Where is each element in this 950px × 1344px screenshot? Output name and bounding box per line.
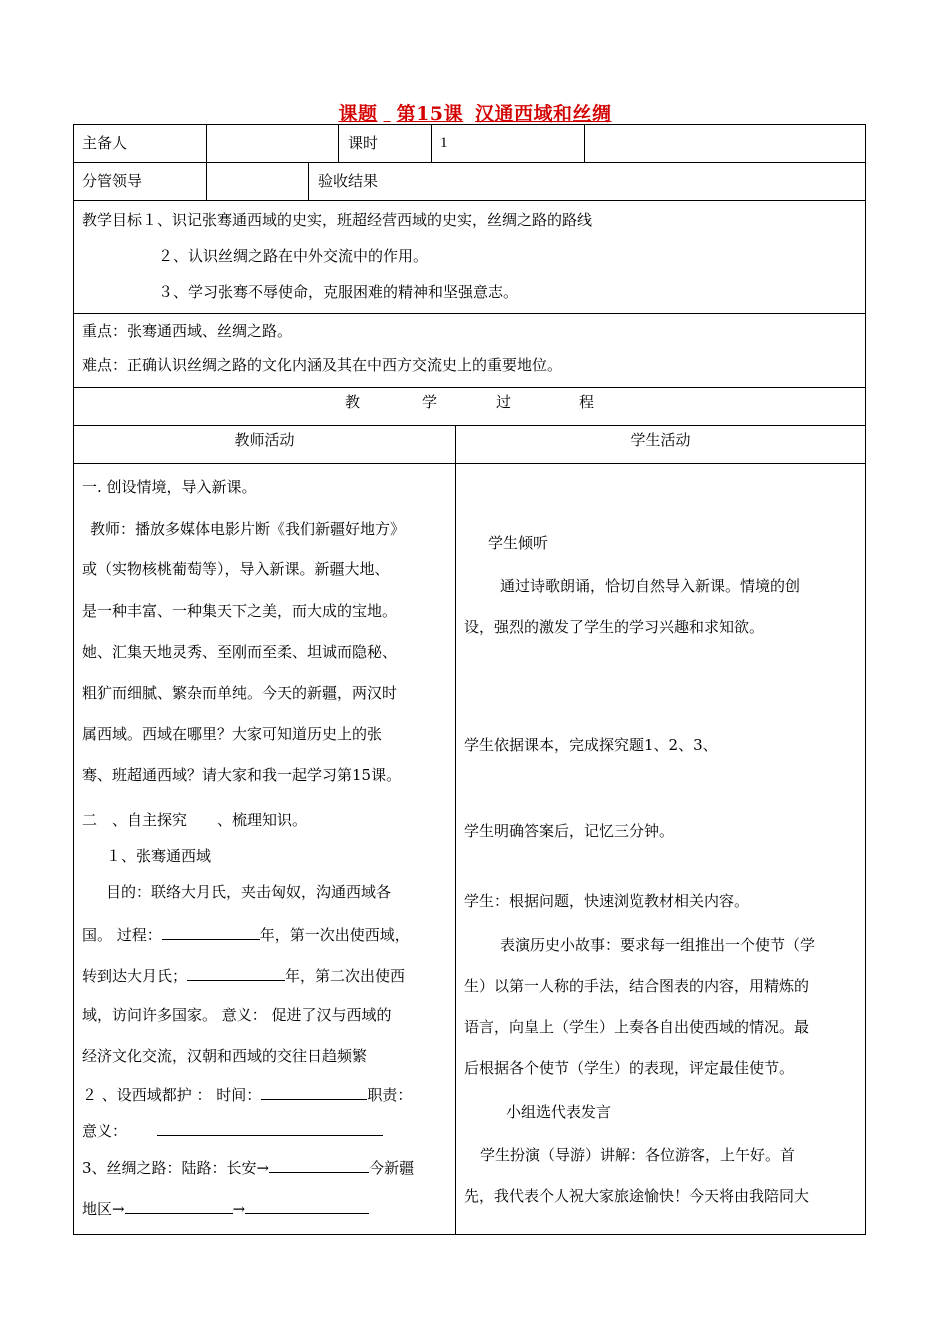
text-fragment: 年，第二次出使西 — [285, 967, 406, 985]
teacher-line — [82, 1156, 414, 1178]
student-line: 小组选代表发言 — [506, 1103, 612, 1121]
student-line: 通过诗歌朗诵，恰切自然导入新课。情境的创 — [500, 577, 801, 595]
key-point: 重点：张骞通西域、丝绸之路。 — [82, 322, 293, 340]
col-divider — [206, 125, 207, 162]
teacher-line — [82, 1083, 412, 1105]
student-line: 学生：根据问题，快速浏览教材相关内容。 — [464, 892, 750, 910]
period-value: 1 — [440, 135, 448, 151]
title-lesson: 第15课 — [396, 103, 464, 125]
student-line: 后根据各个使节（学生）的表现，评定最佳使节。 — [464, 1059, 795, 1077]
process-char: 过 — [496, 393, 512, 411]
fill-blank[interactable] — [261, 1083, 367, 1100]
col-divider — [308, 162, 309, 200]
student-line: 学生明确答案后，记忆三分钟。 — [464, 822, 675, 840]
student-line: 学生扮演（导游）讲解：各位游客，上午好。首 — [480, 1146, 796, 1164]
row-divider — [74, 387, 865, 388]
teacher-line: 目的：联络大月氏，夹击匈奴，沟通西域各 — [106, 883, 392, 901]
page-title — [0, 99, 950, 126]
teacher-line: 二 、自主探究 、梳理知识。 — [82, 811, 308, 829]
teacher-line: 属西域。西域在哪里？大家可知道历史上的张 — [82, 725, 383, 743]
process-heading — [74, 392, 865, 412]
teacher-line: 教师：播放多媒体电影片断《我们新疆好地方》 — [90, 520, 406, 538]
teacher-line — [82, 1119, 383, 1141]
teacher-line: 粗犷而细腻、繁杂而单纯。今天的新疆，两汉时 — [82, 684, 398, 702]
row-divider — [74, 425, 865, 426]
fill-blank[interactable] — [125, 1197, 233, 1214]
row-divider — [74, 200, 865, 201]
difficult-point: 难点：正确认识丝绸之路的文化内涵及其在中西方交流史上的重要地位。 — [82, 356, 563, 374]
leader-label: 分管领导 — [82, 172, 143, 190]
teacher-line: 一. 创设情境，导入新课。 — [82, 478, 257, 496]
student-column-header: 学生活动 — [630, 431, 691, 449]
text-fragment: 年，第一次出使西域， — [259, 926, 410, 944]
teacher-column-header: 教师活动 — [234, 431, 295, 449]
text-fragment: 3、丝绸之路：陆路：长安→ — [82, 1159, 270, 1177]
student-line: 语言，向皇上（学生）上奏各自出使西域的情况。最 — [464, 1018, 810, 1036]
student-line: 学生依据课本，完成探究题1、2、3、 — [464, 736, 718, 754]
teacher-line: 域，访问许多国家。 意义： 促进了汉与西域的 — [82, 1006, 392, 1024]
fill-blank[interactable] — [157, 1119, 383, 1136]
student-line: 学生倾听 — [488, 534, 549, 552]
teacher-line — [82, 964, 405, 986]
objective-1: 教学目标１、识记张骞通西域的史实，班超经营西域的史实，丝绸之路的路线 — [82, 211, 593, 229]
student-line: 先，我代表个人祝大家旅途愉快！今天将由我陪同大 — [464, 1187, 810, 1205]
period-label: 课时 — [348, 134, 379, 152]
objective-3: ３、学习张骞不辱使命，克服困难的精神和坚强意志。 — [158, 283, 519, 301]
lesson-plan-table — [73, 124, 866, 1235]
fill-blank[interactable] — [187, 964, 285, 981]
col-divider — [455, 425, 456, 1235]
objective-2: ２、认识丝绸之路在中外交流中的作用。 — [158, 247, 429, 265]
student-line: 设，强烈的激发了学生的学习兴趣和求知欲。 — [464, 618, 765, 636]
fill-blank[interactable] — [245, 1197, 369, 1214]
student-line: 表演历史小故事：要求每一组推出一个使节（学 — [500, 936, 816, 954]
text-fragment: → — [232, 1200, 246, 1218]
col-divider — [584, 125, 585, 162]
text-fragment: ２ 、设西域都护 ： 时间： — [82, 1086, 262, 1104]
check-label: 验收结果 — [318, 172, 379, 190]
teacher-line — [82, 923, 410, 945]
teacher-line — [82, 1197, 369, 1219]
teacher-line: 骞、班超通西域？请大家和我一起学习第15课。 — [82, 766, 402, 784]
fill-blank[interactable] — [162, 923, 260, 940]
text-fragment: 职责： — [367, 1086, 413, 1104]
title-name: 汉通西域和丝绸 — [475, 103, 612, 125]
teacher-line: 是一种丰富、一种集天下之美，而大成的宝地。 — [82, 602, 398, 620]
row-divider — [74, 162, 865, 163]
process-char: 教 — [345, 393, 361, 411]
text-fragment: 地区→ — [82, 1200, 125, 1218]
process-char: 程 — [579, 393, 595, 411]
fill-blank[interactable] — [269, 1156, 369, 1173]
row-divider — [74, 313, 865, 314]
row-divider — [74, 463, 865, 464]
teacher-line: １、张骞通西域 — [106, 847, 212, 865]
student-line: 生）以第一人称的手法，结合图表的内容，用精炼的 — [464, 977, 810, 995]
preparer-label: 主备人 — [82, 134, 128, 152]
col-divider — [338, 125, 339, 162]
text-fragment: 意义： — [82, 1122, 128, 1140]
text-fragment: 今新疆 — [369, 1159, 415, 1177]
teacher-line: 经济文化交流，汉朝和西域的交往日趋频繁 — [82, 1047, 368, 1065]
col-divider — [206, 162, 207, 200]
teacher-line: 她、汇集天地灵秀、至刚而至柔、坦诚而隐秘、 — [82, 643, 398, 661]
title-label: 课题 — [338, 103, 378, 125]
text-fragment: 国。 过程： — [82, 926, 162, 944]
teacher-line: 或（实物核桃葡萄等），导入新课。新疆大地、 — [82, 560, 390, 578]
col-divider — [431, 125, 432, 162]
process-char: 学 — [422, 393, 438, 411]
text-fragment: 转到达大月氏； — [82, 967, 188, 985]
